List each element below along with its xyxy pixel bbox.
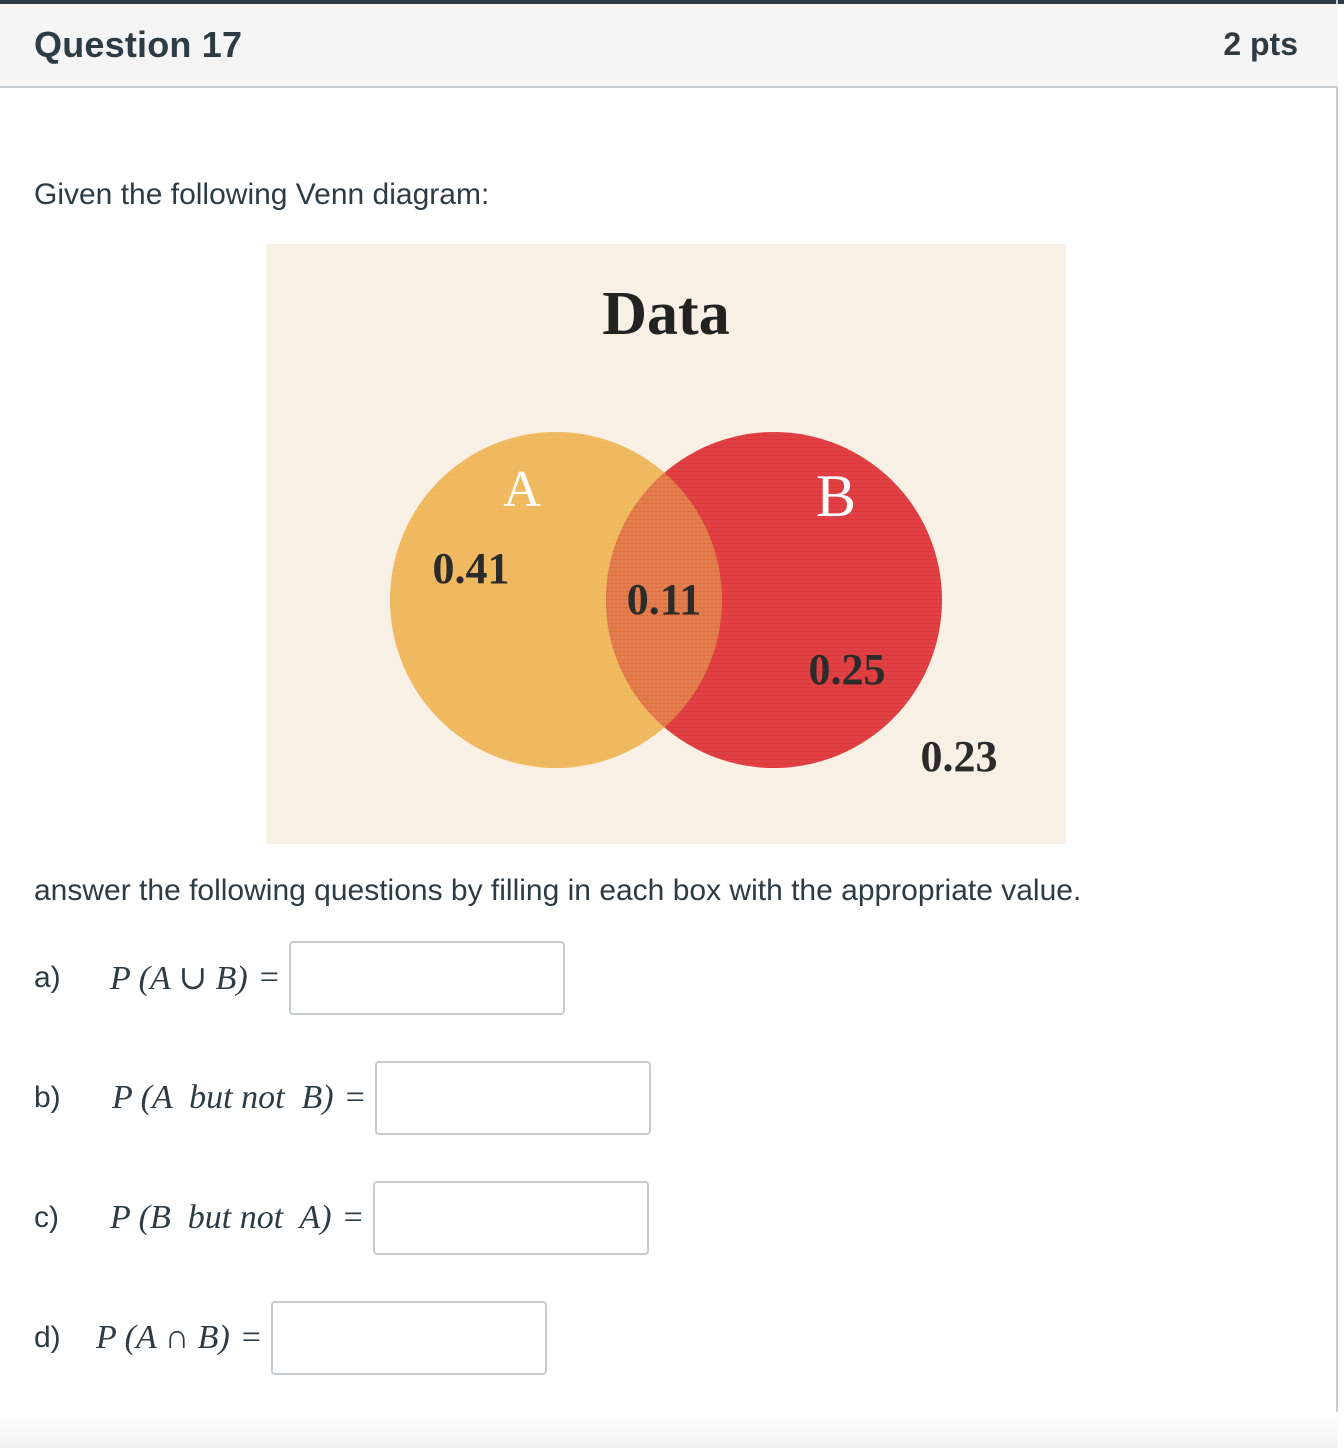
- item-equals: =: [259, 959, 279, 996]
- question-header: [0, 4, 1338, 88]
- set-a-only-value: 0.41: [432, 544, 510, 593]
- answer-input-b[interactable]: [375, 1061, 651, 1135]
- item-equals: =: [343, 1199, 363, 1236]
- answer-input-a[interactable]: [289, 941, 565, 1015]
- venn-svg: [266, 244, 1066, 844]
- intersection-value: 0.11: [626, 575, 702, 624]
- question-instructions: answer the following questions by filling in each box with the appropriate value.: [34, 874, 1082, 907]
- item-expression: P (A but not B): [112, 1079, 334, 1116]
- question-intro: Given the following Venn diagram:: [34, 178, 490, 211]
- question-item-d: [34, 1300, 547, 1376]
- outside-value: 0.23: [920, 732, 998, 781]
- answer-input-d[interactable]: [271, 1301, 547, 1375]
- item-letter: a): [34, 961, 61, 994]
- question-item-a: [34, 940, 565, 1016]
- item-equals: =: [345, 1079, 365, 1116]
- set-b-only-value: 0.25: [808, 645, 886, 694]
- item-expression: P (A ∩ B): [96, 1319, 230, 1356]
- item-expression: P (A ∪ B): [110, 960, 248, 997]
- item-letter: c): [34, 1201, 59, 1234]
- question-item-b: [34, 1060, 651, 1136]
- item-letter: d): [34, 1321, 61, 1354]
- item-letter: b): [34, 1081, 61, 1114]
- bottom-shade: [0, 1412, 1338, 1448]
- set-a-label: A: [503, 461, 541, 518]
- question-item-c: [34, 1180, 649, 1256]
- venn-diagram: [266, 244, 1066, 844]
- venn-title: Data: [602, 280, 730, 348]
- set-b-label: B: [815, 463, 857, 529]
- item-equals: =: [241, 1319, 261, 1356]
- answer-input-c[interactable]: [373, 1181, 649, 1255]
- question-points: 2 pts: [1223, 26, 1298, 62]
- item-expression: P (B but not A): [110, 1199, 332, 1236]
- question-title: Question 17: [34, 24, 243, 65]
